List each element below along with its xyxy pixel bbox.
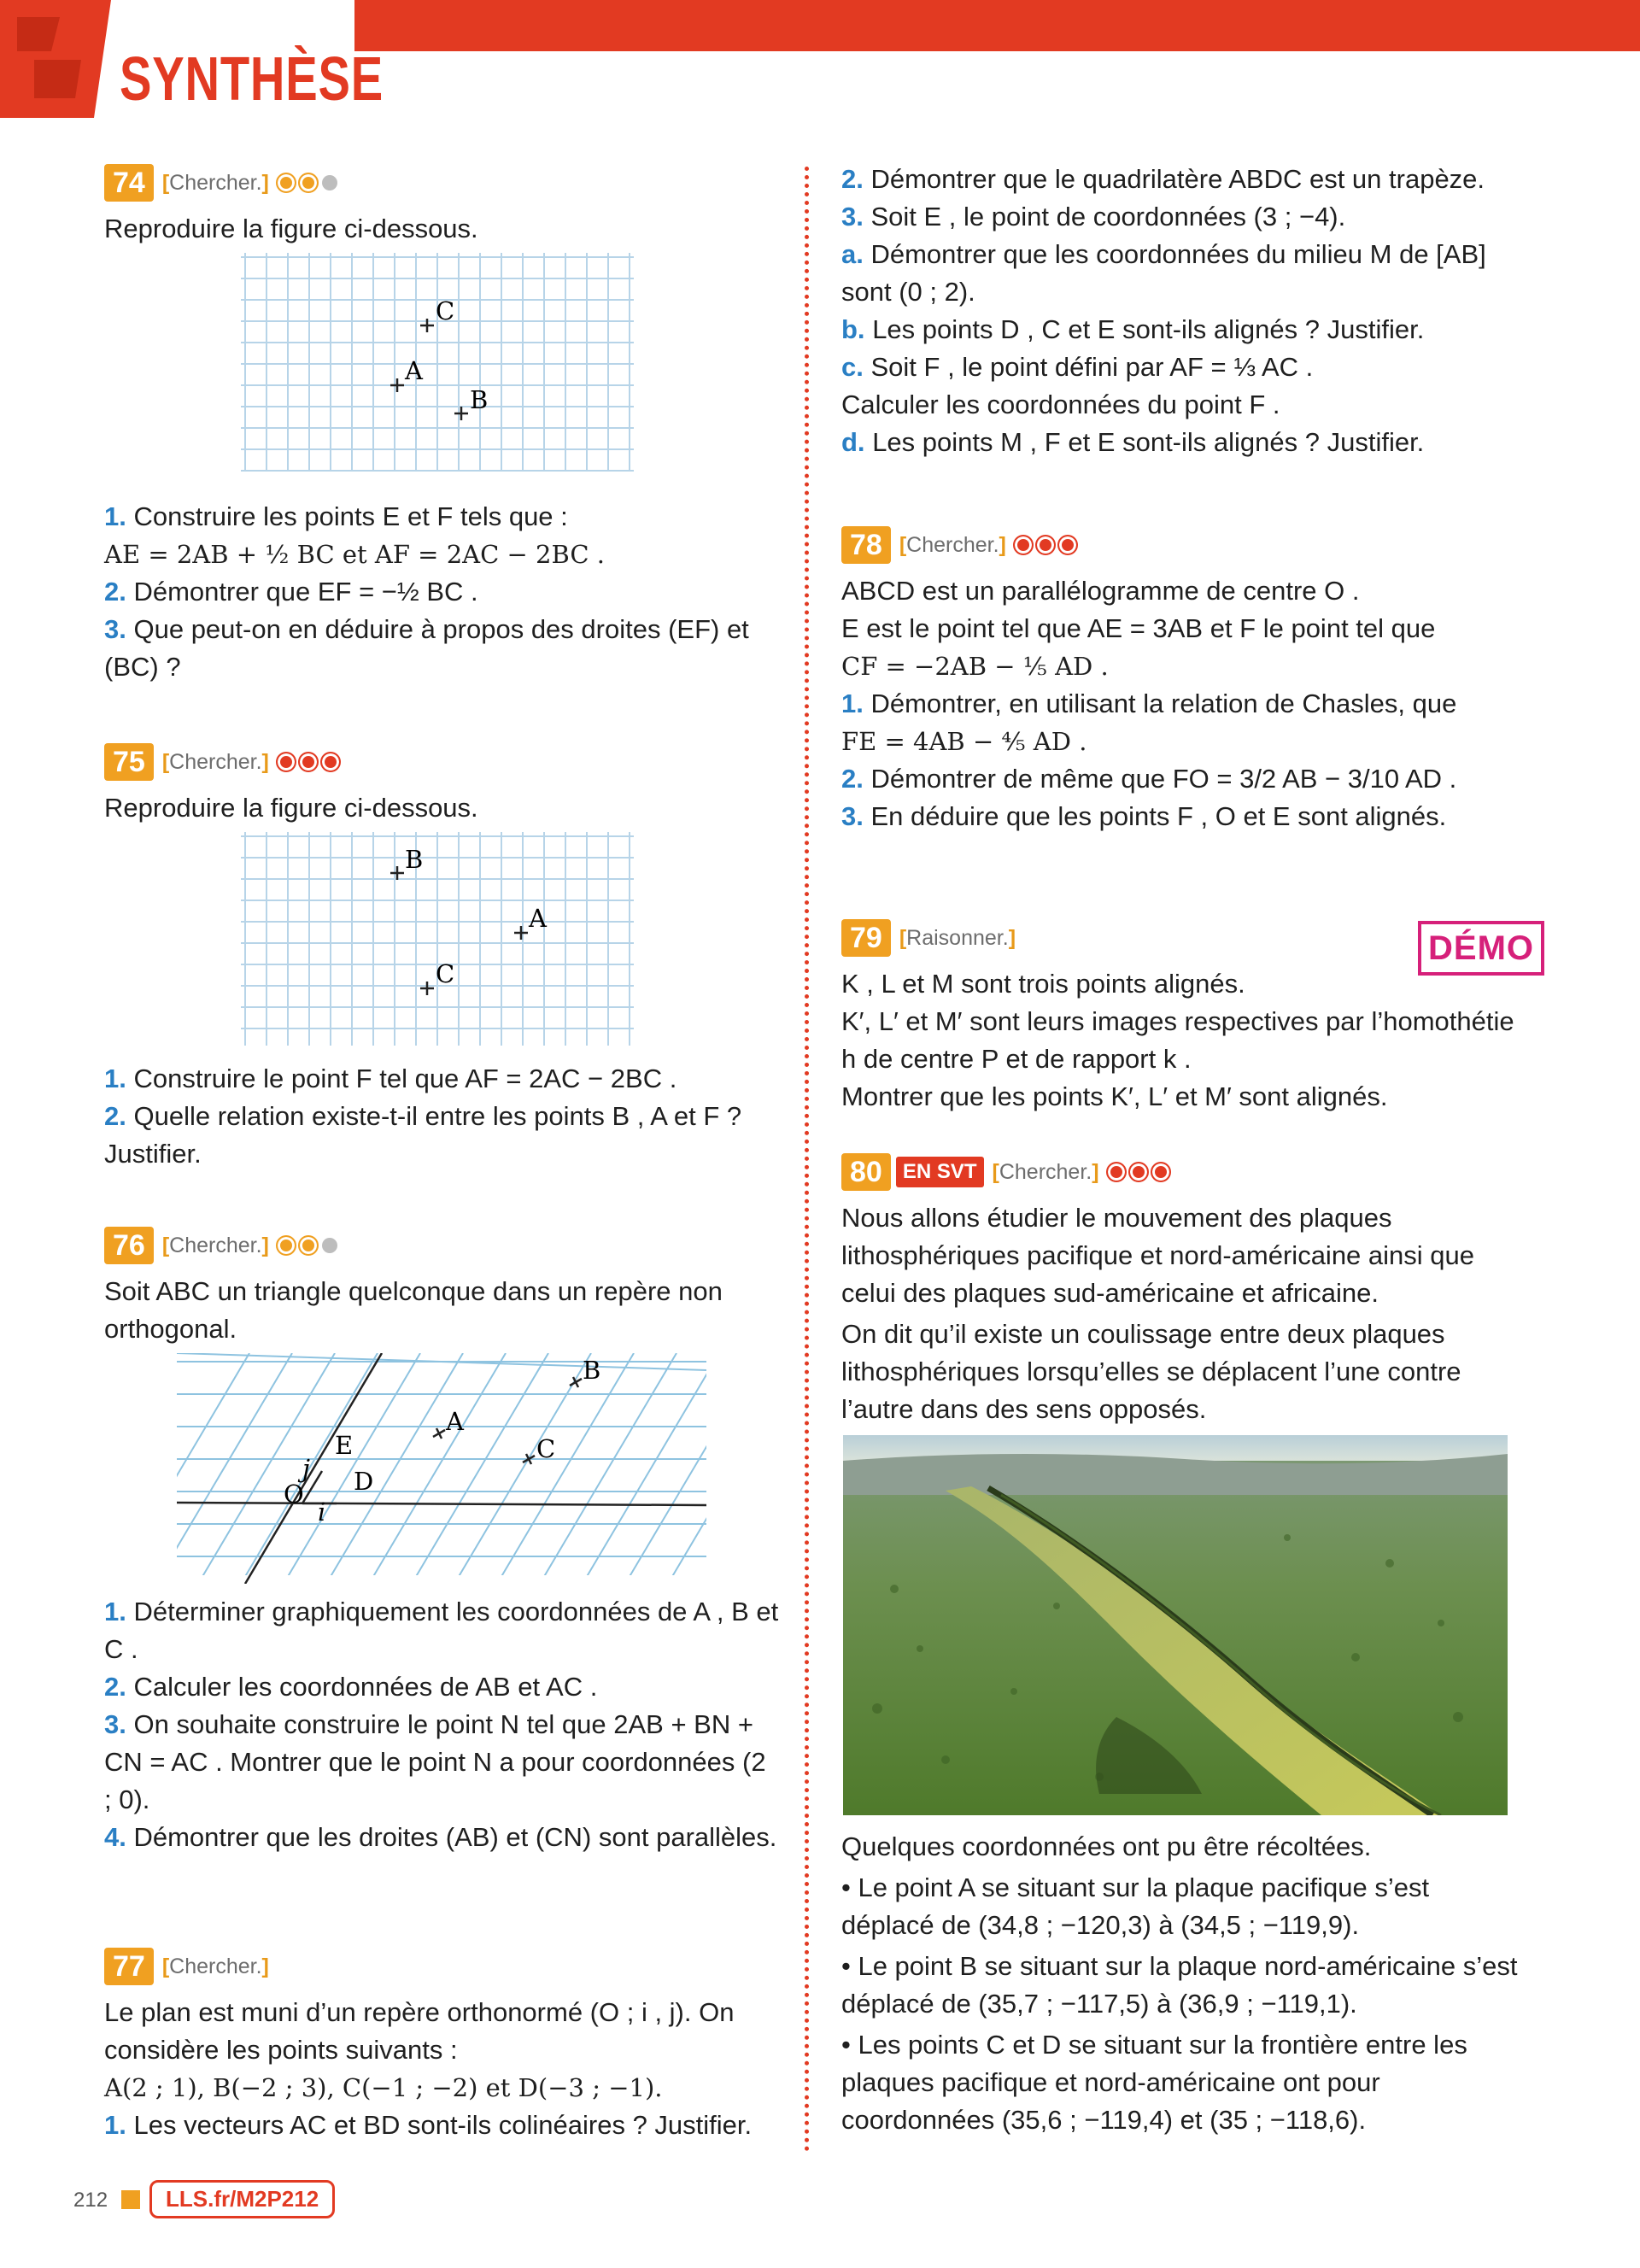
- paragraph-1: Nous allons étudier le mouvement des plaques lithosphériques pacifique et nord-américaine ainsi que celui des plaques sud-américaine et africaine.: [841, 1203, 1475, 1308]
- grid-figure-74: [104, 253, 753, 483]
- point-label-o: O: [284, 1480, 304, 1509]
- question-3: Soit E , le point de coordonnées (3 ; −4).: [870, 202, 1346, 231]
- question-1: Déterminer graphiquement les coordonnées de A , B et C .: [104, 1597, 779, 1664]
- exercise-tag: [Chercher.]: [992, 1159, 1099, 1184]
- point-label-b: B: [405, 845, 424, 874]
- question-3c-line2: Calculer les coordonnées du point F .: [841, 390, 1280, 419]
- corner-logo-icon: [0, 0, 111, 118]
- point-label-b: B: [470, 385, 489, 414]
- question-1: Les vecteurs AC et BD sont-ils colinéaires ? Justifier.: [133, 2110, 753, 2140]
- demo-badge: DÉMO: [1418, 921, 1544, 976]
- question-1: Démontrer, en utilisant la relation de Chasles, que: [870, 689, 1457, 718]
- exercise-80-data: [841, 1828, 1525, 2139]
- statement-line-1: ABCD est un parallélogramme de centre O .: [841, 576, 1360, 606]
- point-label-c: C: [436, 959, 455, 988]
- question-3c: Soit F , le point défini par AF = ⅓ AC .: [870, 352, 1314, 382]
- paragraph-2: On dit qu’il existe un coulissage entre deux plaques lithosphériques lorsqu’elles se déplacent l’une contre l’autre dans des sens opposés.: [841, 1319, 1461, 1424]
- exercise-intro: Soit ABC un triangle quelconque dans un repère non orthogonal.: [104, 1276, 723, 1344]
- point-label-c: C: [536, 1434, 556, 1463]
- exercise-intro: Le plan est muni d’un repère orthonormé (O ; i , j). On considère les points suivants :: [104, 1997, 735, 2065]
- statement-line-2: K′, L′ et M′ sont leurs images respectives par l’homothétie h de centre P et de rapport k .: [841, 1006, 1514, 1074]
- vector-label-i: i: [318, 1497, 326, 1527]
- question-2: Démontrer de même que FO = 3/2 AB − 3/10 AD .: [870, 764, 1457, 794]
- footer-square-icon: [121, 2190, 140, 2209]
- exercise-number: 77: [104, 1948, 154, 1985]
- bullet-points-c-d: • Les points C et D se situant sur la frontière entre les plaques pacifique et nord-américaine ont pour coordonnées (35,6 ; −119,4) et (35 ; −118,6).: [841, 2030, 1467, 2135]
- difficulty-dots: [276, 752, 343, 772]
- exercise-number: 76: [104, 1227, 154, 1264]
- question-3: On souhaite construire le point N tel que 2AB + BN + CN = AC . Montrer que le point N a pour coordonnées (2 ; 0).: [104, 1709, 766, 1814]
- question-1-equation: FE = 4AB − ⅘ AD .: [841, 727, 1087, 756]
- statement-line-3: CF = −2AB − ⅕ AD .: [841, 652, 1109, 681]
- svt-badge: EN SVT: [896, 1157, 984, 1187]
- page-number: 212: [73, 2189, 108, 2212]
- point-label-a: A: [529, 904, 547, 933]
- statement-line-3: Montrer que les points K′, L′ et M′ sont alignés.: [841, 1081, 1388, 1111]
- exercise-intro: Reproduire la figure ci-dessous.: [104, 793, 478, 823]
- fault-aerial-photo: [843, 1435, 1508, 1815]
- question-2: Quelle relation existe-t-il entre les points B , A et F ? Justifier.: [104, 1101, 742, 1169]
- question-3a: Démontrer que les coordonnées du milieu M de [AB] sont (0 ; 2).: [841, 239, 1486, 307]
- question-1-equation: AE = 2AB + ½ BC et AF = 2AC − 2BC .: [104, 540, 605, 569]
- question-1: Construire le point F tel que AF = 2AC − 2BC .: [133, 1064, 677, 1093]
- exercise-number: 78: [841, 526, 891, 564]
- exercise-tag: [Raisonner.]: [899, 925, 1016, 950]
- question-3: Que peut-on en déduire à propos des droites (EF) et (BC) ?: [104, 614, 749, 682]
- exercise-number: 75: [104, 743, 154, 781]
- exercise-77-continued: 2. Démontrer que le quadrilatère ABDC est un trapèze. 3. Soit E , le point de coordonnées (3 ; −4). a. Démontrer que les coordonnées du milieu M de [AB] sont (0 ; 2). b. Les points D , C et E sont-ils alignés ? Justifier. c. Soit F , le point défini par AF = ⅓ AC . Calculer les coordonnées du point F . d. Les points M , F et E sont-ils alignés ? Justifier.: [841, 161, 1525, 461]
- header-bar: [354, 0, 1640, 51]
- point-label-e: E: [335, 1431, 354, 1460]
- exercise-number: 74: [104, 164, 154, 202]
- point-label-a: A: [405, 356, 423, 385]
- question-3d: Les points M , F et E sont-ils alignés ? Justifier.: [872, 427, 1425, 457]
- difficulty-dots: [276, 1235, 339, 1256]
- exercise-77: 77 [Chercher.] Le plan est muni d’un repère orthonormé (O ; i , j). On considère les points suivants : A(2 ; 1), B(−2 ; 3), C(−1 ; −2) et D(−3 ; −1). 1. Les vecteurs AC et BD sont-ils colinéaires ? Justifier.: [104, 1948, 788, 2144]
- exercise-80: [841, 1153, 1525, 1428]
- exercise-number: 79: [841, 919, 891, 957]
- question-3b: Les points D , C et E sont-ils alignés ? Justifier.: [872, 314, 1425, 344]
- page-title: SYNTHÈSE: [120, 45, 384, 114]
- exercise-tag: [Chercher.]: [899, 532, 1006, 557]
- exercise-tag: [Chercher.]: [161, 1954, 269, 1978]
- question-4: Démontrer que les droites (AB) et (CN) sont parallèles.: [133, 1822, 777, 1852]
- paragraph-3: Quelques coordonnées ont pu être récoltées.: [841, 1831, 1372, 1861]
- question-3: En déduire que les points F , O et E sont alignés.: [870, 801, 1447, 831]
- difficulty-dots: [1013, 535, 1080, 555]
- grid-figure-75: [104, 832, 753, 1054]
- exercise-tag: [Chercher.]: [161, 170, 269, 195]
- lls-link[interactable]: LLS.fr/M2P212: [149, 2180, 335, 2218]
- exercise-76: 76 [Chercher.] Soit ABC un triangle quelconque dans un repère non orthogonal. B A C E D O i j 1. Déterminer graphiquement les coordonnées de A , B et C . 2. Calculer les coordonnées de AB et AC . 3. On souhaite construire le point N tel que 2AB + BN + CN = AC . Montrer que le point N a pour coordonnées (2 ; 0). 4. Démontrer que les droites (AB) et (CN) sont parallèles.: [104, 1227, 779, 1856]
- vector-label-j: j: [302, 1454, 310, 1483]
- exercise-intro: Reproduire la figure ci-dessous.: [104, 214, 478, 243]
- exercise-tag: [Chercher.]: [161, 1233, 269, 1257]
- bullet-point-a: • Le point A se situant sur la plaque pacifique s’est déplacé de (34,8 ; −120,3) à (34,5 ; −119,9).: [841, 1872, 1430, 1940]
- point-label-c: C: [436, 296, 455, 325]
- statement-line-2: E est le point tel que AE = 3AB et F le point tel que: [841, 613, 1436, 643]
- question-2: Démontrer que EF = −½ BC .: [133, 577, 478, 607]
- difficulty-dots: [276, 173, 339, 193]
- exercise-number: 80: [841, 1153, 891, 1191]
- difficulty-dots: [1106, 1162, 1173, 1182]
- exercise-tag: [Chercher.]: [161, 749, 269, 774]
- exercise-78: 78 [Chercher.] ABCD est un parallélogramme de centre O . E est le point tel que AE = 3AB et F le point tel que CF = −2AB − ⅕ AD . 1. Démontrer, en utilisant la relation de Chasles, que FE = 4AB − ⅘ AD . 2. Démontrer de même que FO = 3/2 AB − 3/10 AD . 3. En déduire que les points F , O et E sont alignés.: [841, 526, 1525, 835]
- point-label-d: D: [354, 1467, 374, 1496]
- column-separator: [805, 167, 809, 2153]
- exercise-75: 75 [Chercher.] Reproduire la figure ci-dessous. B A C 1. Construire le point F tel que AF = 2AC − 2BC . 2. Quelle relation existe-t-il entre les points B , A et F ? Justifier.: [104, 743, 779, 1173]
- exercise-74: 74 [Chercher.] Reproduire la figure ci-dessous. C A B 1. Construire les points E et F tels que : AE = 2AB + ½ BC et AF = 2AC − 2BC . 2. Démontrer que EF = −½ BC . 3. Que peut-on en déduire à propos des droites (EF) et (BC) ?: [104, 164, 779, 686]
- statement-line-1: K , L et M sont trois points alignés.: [841, 969, 1245, 999]
- question-1: Construire les points E et F tels que :: [133, 501, 568, 531]
- bullet-point-b: • Le point B se situant sur la plaque nord-américaine s’est déplacé de (35,7 ; −117,5) à (36,9 ; −119,1).: [841, 1951, 1518, 2019]
- point-label-a: A: [446, 1407, 464, 1436]
- oblique-grid-figure-76: [104, 1353, 779, 1584]
- point-label-b: B: [583, 1356, 601, 1385]
- question-2: Calculer les coordonnées de AB et AC .: [133, 1672, 598, 1702]
- point-list: A(2 ; 1), B(−2 ; 3), C(−1 ; −2) et D(−3 ; −1).: [104, 2073, 663, 2102]
- question-2: Démontrer que le quadrilatère ABDC est un trapèze.: [870, 164, 1485, 194]
